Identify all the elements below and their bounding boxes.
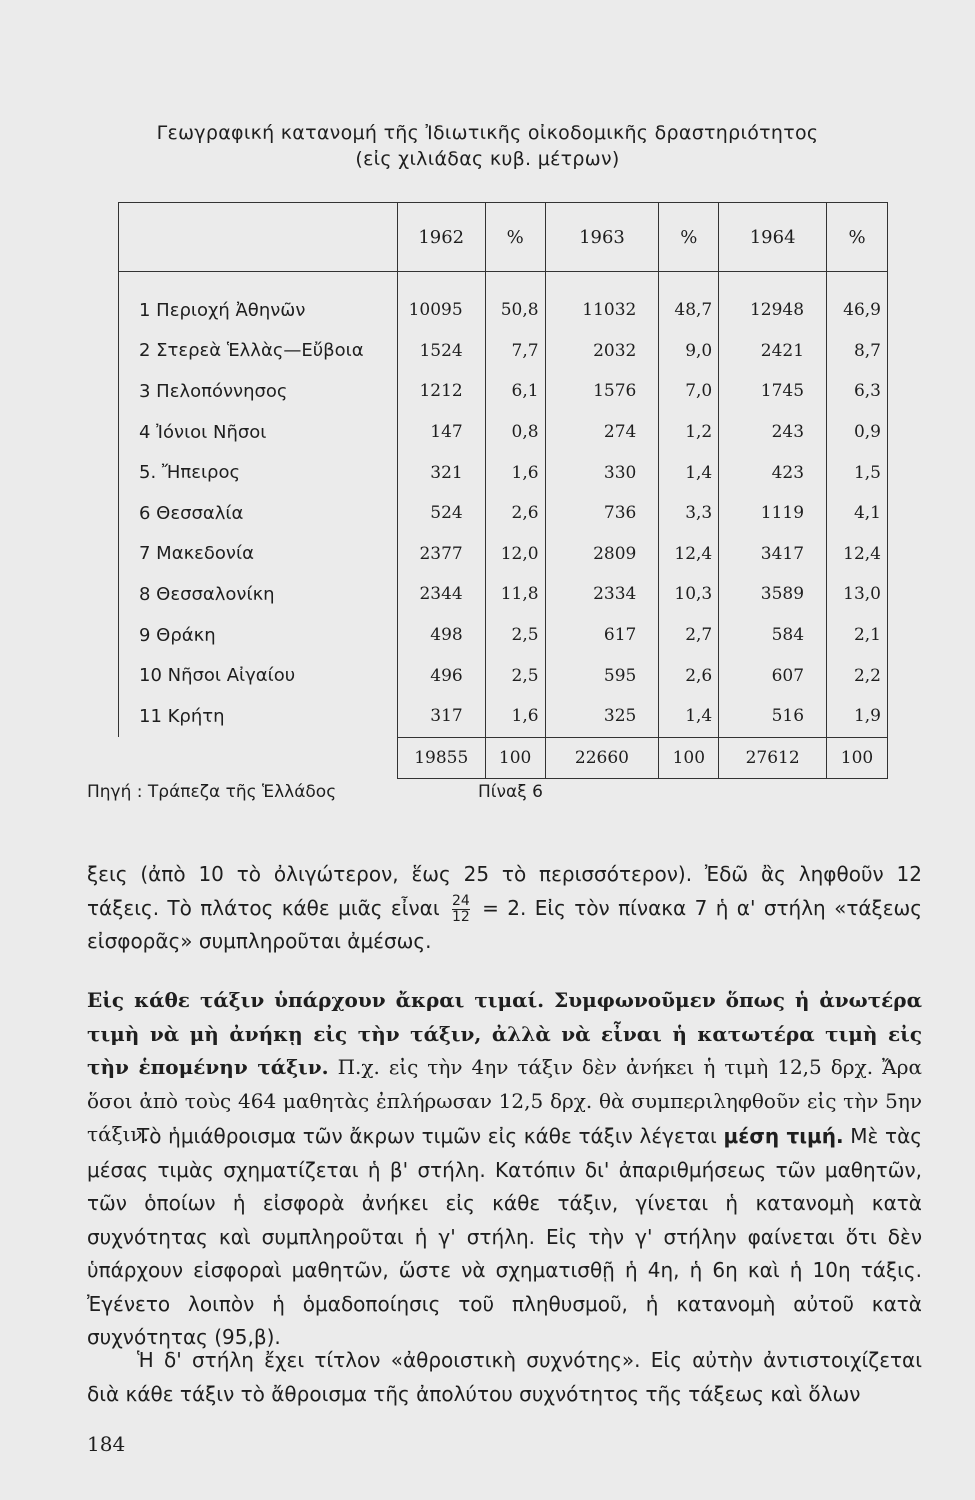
value-1963: 1576 — [593, 381, 637, 402]
total-1964: 27612 — [719, 737, 827, 779]
region-name: 6 Θεσσαλία — [119, 493, 398, 534]
table-caption-units: (εἰς χιλιάδας κυβ. μέτρων) — [355, 148, 620, 170]
pct-1962: 12,0 — [485, 534, 545, 575]
table-body — [119, 272, 888, 779]
value-1963: 2809 — [593, 543, 637, 564]
value-1962: 321 — [430, 462, 463, 483]
value-1962: 147 — [430, 422, 463, 443]
pct-1964: 1,5 — [827, 452, 888, 493]
pct-1963: 7,0 — [659, 371, 719, 412]
pct-1963: 1,2 — [659, 412, 719, 453]
table-row — [119, 493, 888, 534]
paragraph-midpoint — [87, 1120, 922, 1355]
pct-1964: 0,9 — [827, 412, 888, 453]
header-pct-1962: % — [485, 203, 545, 272]
construction-activity-table — [118, 202, 888, 779]
region-name: 8 Θεσσαλονίκη — [119, 574, 398, 615]
pct-1963: 48,7 — [659, 272, 719, 331]
value-1963: 11032 — [582, 300, 637, 321]
pct-1964: 46,9 — [827, 272, 888, 331]
table-row — [119, 331, 888, 372]
table-row — [119, 452, 888, 493]
pct-1962: 2,5 — [485, 615, 545, 656]
total-pct-1962: 100 — [485, 737, 545, 779]
value-1963: 595 — [603, 665, 637, 686]
header-pct-1964: % — [827, 203, 888, 272]
value-1963: 330 — [603, 462, 637, 483]
pct-1964: 13,0 — [827, 574, 888, 615]
paragraph-cumulative: Ἡ δ' στήλη ἔχει τίτλον «ἀθροιστικὴ συχνότης». Εἰς αὐτὴν ἀντιστοιχίζεται διὰ κάθε τάξιν τὸ ἄθροισμα τῆς ἀπολύτου συχνότητος τῆς τάξεως καὶ ὅλων — [87, 1348, 922, 1406]
total-pct-1964: 100 — [827, 737, 888, 779]
page-number: 184 — [87, 1432, 126, 1456]
value-1963: 2334 — [593, 584, 637, 605]
pct-1964: 12,4 — [827, 534, 888, 575]
fraction-numerator: 24 — [451, 892, 470, 909]
value-1962: 317 — [430, 706, 463, 727]
paragraph-limits-bold: Εἰς κάθε τάξιν ὑπάρχουν ἄκραι τιμαί. Συμφωνοῦμεν ὅπως ἡ ἀνωτέρα τιμὴ νὰ μὴ ἀνήκῃ εἰς τὴν τάξιν, ἀλλὰ νὰ εἶναι ἡ κατωτέρα τιμὴ εἰς τὴν ἑπομένην τάξιν. — [87, 988, 922, 1079]
region-name: 11 Κρήτη — [119, 696, 398, 737]
totals-row — [119, 737, 888, 779]
pct-1962: 2,6 — [485, 493, 545, 534]
value-1964: 516 — [771, 706, 805, 727]
value-1963: 736 — [603, 503, 637, 524]
region-name: 2 Στερεὰ Ἑλλὰς—Εὔβοια — [119, 331, 398, 372]
table-row — [119, 574, 888, 615]
pct-1963: 10,3 — [659, 574, 719, 615]
pct-1962: 11,8 — [485, 574, 545, 615]
table-source: Πηγή : Τράπεζα τῆς Ἑλλάδος — [87, 782, 337, 802]
pct-1962: 1,6 — [485, 452, 545, 493]
pct-1963: 1,4 — [659, 696, 719, 737]
totals-label — [119, 737, 398, 779]
table-row — [119, 371, 888, 412]
header-1963: 1963 — [545, 203, 659, 272]
value-1964: 584 — [771, 625, 805, 646]
value-1964: 2421 — [760, 340, 805, 361]
total-pct-1963: 100 — [659, 737, 719, 779]
region-name: 9 Θράκη — [119, 615, 398, 656]
pct-1964: 1,9 — [827, 696, 888, 737]
fraction-denominator: 12 — [451, 908, 470, 925]
pct-1963: 3,3 — [659, 493, 719, 534]
pct-1962: 1,6 — [485, 696, 545, 737]
header-region — [119, 203, 398, 272]
region-name: 3 Πελοπόννησος — [119, 371, 398, 412]
table-header-row — [119, 203, 888, 272]
total-1963: 22660 — [545, 737, 659, 779]
pct-1964: 2,1 — [827, 615, 888, 656]
value-1964: 1745 — [760, 381, 805, 402]
table-row — [119, 655, 888, 696]
region-name: 5. Ἤπειρος — [119, 452, 398, 493]
value-1962: 10095 — [408, 300, 463, 321]
value-1963: 2032 — [593, 340, 637, 361]
pct-1963: 1,4 — [659, 452, 719, 493]
pct-1963: 12,4 — [659, 534, 719, 575]
header-1964: 1964 — [719, 203, 827, 272]
paragraph-classes — [87, 858, 922, 959]
region-name: 1 Περιοχή Ἀθηνῶν — [119, 272, 398, 331]
pct-1962: 2,5 — [485, 655, 545, 696]
pct-1964: 2,2 — [827, 655, 888, 696]
pct-1964: 8,7 — [827, 331, 888, 372]
pct-1963: 9,0 — [659, 331, 719, 372]
pct-1963: 2,7 — [659, 615, 719, 656]
pct-1963: 2,6 — [659, 655, 719, 696]
region-name: 10 Νῆσοι Αἰγαίου — [119, 655, 398, 696]
table-row — [119, 534, 888, 575]
pct-1964: 6,3 — [827, 371, 888, 412]
value-1964: 423 — [771, 462, 805, 483]
value-1962: 2377 — [419, 543, 463, 564]
paragraph-midpoint-part1: Τὸ ἡμιάθροισμα τῶν ἄκρων τιμῶν εἰς κάθε τάξιν λέγεται — [137, 1124, 717, 1148]
paragraph-limits-rest: Π.χ. εἰς τὴν 4ην τάξιν δὲν ἀνήκει ἡ τιμὴ 12,5 δρχ. Ἄρα ὅσοι ἀπὸ τοὺς 464 μαθητὰς ἐπλήρωσαν 12,5 δρχ. θὰ συμπεριληφθοῦν εἰς τὴν 5ην τάξιν. — [87, 1055, 923, 1146]
region-name: 4 Ἰόνιοι Νῆσοι — [119, 412, 398, 453]
table-row — [119, 272, 888, 331]
value-1964: 3417 — [760, 543, 805, 564]
paragraph-midpoint-part2: Μὲ τὰς μέσας τιμὰς σχηματίζεται ἡ β' στήλη. Κατόπιν δι' ἀπαριθμήσεως τῶν μαθητῶν, τῶν ὁποίων ἡ εἰσφορὰ ἀνήκει εἰς κάθε τάξιν, γίνεται ἡ κατανομὴ κατὰ συχνότητας καὶ συμπληροῦται ἡ γ' στήλη. Εἰς τὴν γ' στήλην φαίνεται ὅτι δὲν ὑπάρχουν εἰσφοραὶ μαθητῶν, ὥστε νὰ σχηματισθῇ ἡ 4η, ἡ 6η καὶ ἡ 10η τάξις. Ἐγένετο λοιπὸν ἡ ὁμαδοποίησις τοῦ πληθυσμοῦ, ἡ κατανομὴ αὐτοῦ κατὰ συχνότητας (95,β). — [87, 1124, 923, 1349]
value-1962: 1524 — [419, 340, 463, 361]
header-1962: 1962 — [397, 203, 485, 272]
pct-1962: 0,8 — [485, 412, 545, 453]
pct-1962: 50,8 — [485, 272, 545, 331]
value-1964: 3589 — [760, 584, 805, 605]
value-1963: 274 — [603, 422, 637, 443]
value-1962: 498 — [430, 625, 463, 646]
table-label: Πίναξ 6 — [478, 782, 543, 802]
pct-1962: 7,7 — [485, 331, 545, 372]
value-1964: 1119 — [760, 503, 805, 524]
table-row — [119, 615, 888, 656]
value-1964: 607 — [771, 665, 805, 686]
table-caption-title: Γεωγραφική κατανομή τῆς Ἰδιωτικῆς οἰκοδομικῆς δραστηριότητος — [156, 122, 819, 144]
header-pct-1963: % — [659, 203, 719, 272]
value-1962: 496 — [430, 665, 463, 686]
value-1963: 617 — [603, 625, 637, 646]
value-1962: 2344 — [419, 584, 463, 605]
paragraph-midpoint-term: μέση τιμή. — [723, 1124, 844, 1148]
pct-1962: 6,1 — [485, 371, 545, 412]
region-name: 7 Μακεδονία — [119, 534, 398, 575]
value-1964: 12948 — [749, 300, 805, 321]
paragraph-classes-part1: ξεις (ἀπὸ 10 τὸ ὀλιγώτερον, ἕως 25 τὸ περισσότερον). Ἐδῶ ἂς ληφθοῦν 12 τάξεις. Τὸ πλάτος κάθε μιᾶς εἶναι — [87, 862, 922, 920]
paragraph-classes-part2: = 2. Εἰς τὸν πίνακα 7 ἡ α' στήλη «τάξεως εἰσφορᾶς» συμπληροῦται ἀμέσως. — [87, 895, 923, 953]
value-1962: 1212 — [419, 381, 463, 402]
value-1963: 325 — [603, 706, 637, 727]
pct-1964: 4,1 — [827, 493, 888, 534]
total-1962: 19855 — [397, 737, 485, 779]
value-1964: 243 — [771, 422, 805, 443]
table-row — [119, 696, 888, 737]
value-1962: 524 — [430, 503, 463, 524]
table-row — [119, 412, 888, 453]
fraction — [452, 894, 470, 925]
